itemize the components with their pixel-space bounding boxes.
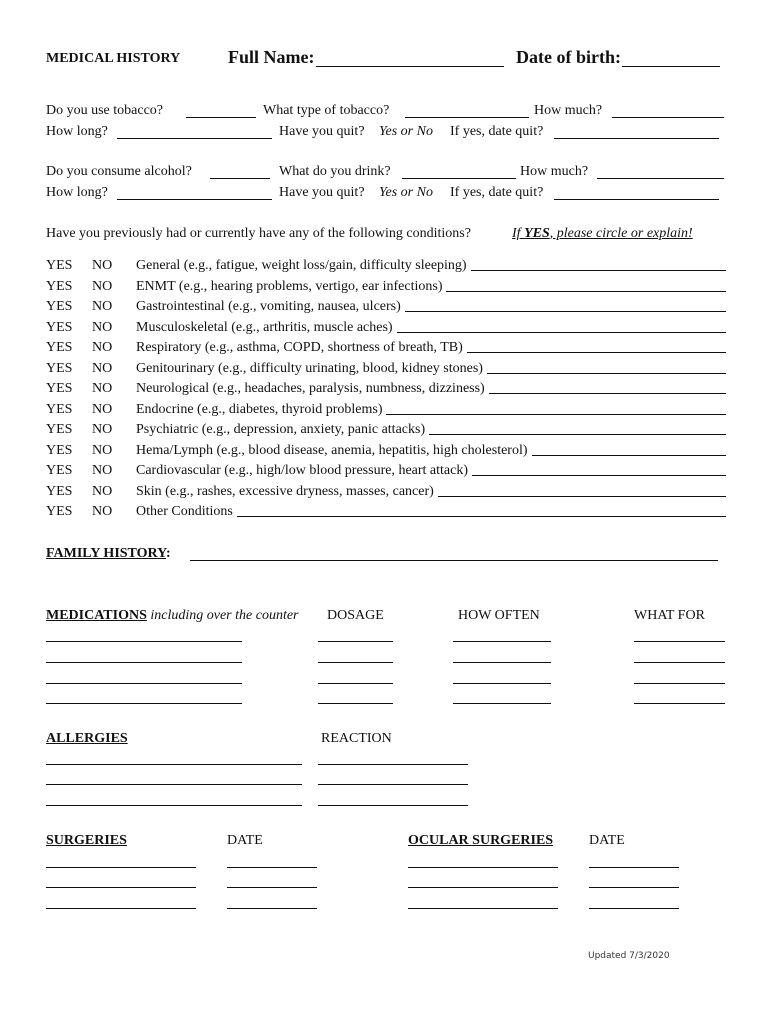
medication-how-often-field[interactable] [453, 703, 551, 704]
tobacco-use-label: Do you use tobacco? [46, 103, 164, 118]
surgeries-label: SURGERIES [46, 833, 127, 848]
medication-dosage-field[interactable] [318, 703, 393, 704]
conditions-question: Have you previously had or currently have any of the following conditions? [46, 226, 471, 241]
medication-how-often-field[interactable] [453, 683, 551, 684]
medication-name-field[interactable] [46, 641, 242, 642]
condition-yes-option[interactable]: YES [46, 483, 73, 499]
family-history-title: FAMILY HISTORY [46, 546, 166, 561]
form-title: MEDICAL HISTORY [46, 51, 181, 66]
alcohol-much-field[interactable] [597, 178, 724, 179]
medication-dosage-field[interactable] [318, 641, 393, 642]
condition-yes-option[interactable]: YES [46, 340, 73, 355]
instruction-post: , please circle or explain! [549, 226, 693, 241]
condition-row [46, 299, 726, 315]
condition-explain-field[interactable] [487, 373, 726, 374]
allergy-field[interactable] [46, 764, 302, 765]
condition-row [46, 381, 726, 397]
alcohol-quit-options[interactable]: Yes or No [379, 185, 433, 200]
surgeries-date-header: DATE [227, 833, 263, 848]
condition-no-option[interactable]: NO [92, 422, 113, 437]
tobacco-quit-options[interactable]: Yes or No [379, 124, 433, 139]
condition-no-option[interactable]: NO [92, 340, 113, 355]
updated-date: Updated 7/3/2020 [588, 951, 670, 961]
allergy-reaction-field[interactable] [318, 805, 468, 806]
condition-yes-option[interactable]: YES [46, 381, 73, 396]
condition-no-option[interactable]: NO [92, 299, 113, 314]
condition-explain-field[interactable] [438, 496, 726, 497]
tobacco-use-field[interactable] [186, 117, 256, 118]
family-history-colon: : [165, 546, 171, 561]
medications-sublabel: including over the counter [150, 608, 299, 623]
condition-row [46, 361, 726, 377]
allergy-reaction-field[interactable] [318, 784, 468, 785]
condition-row [46, 279, 726, 295]
condition-explain-field[interactable] [237, 516, 726, 517]
condition-label: Hema/Lymph (e.g., blood disease, anemia, hepatitis, high cholesterol) [136, 442, 528, 458]
condition-yes-option[interactable]: YES [46, 299, 73, 314]
family-history-field[interactable] [190, 560, 718, 561]
tobacco-type-label: What type of tobacco? [263, 103, 390, 118]
condition-yes-option[interactable]: YES [46, 258, 73, 273]
condition-yes-option[interactable]: YES [46, 463, 73, 478]
condition-row [46, 340, 726, 356]
condition-yes-option[interactable]: YES [46, 319, 73, 335]
dob-field[interactable] [622, 66, 720, 67]
condition-yes-option[interactable]: YES [46, 422, 73, 437]
condition-explain-field[interactable] [489, 393, 726, 394]
condition-yes-option[interactable]: YES [46, 504, 73, 519]
condition-yes-option[interactable]: YES [46, 360, 73, 376]
surgery-field[interactable] [46, 908, 196, 909]
condition-label: Endocrine (e.g., diabetes, thyroid problems) [136, 401, 383, 417]
reaction-header: REACTION [321, 731, 392, 746]
alcohol-quit-date-field[interactable] [554, 199, 719, 200]
condition-explain-field[interactable] [467, 352, 726, 353]
medication-what-for-field[interactable] [634, 641, 725, 642]
condition-no-option[interactable]: NO [92, 442, 113, 458]
tobacco-much-label: How much? [534, 103, 603, 118]
condition-label: Skin (e.g., rashes, excessive dryness, masses, cancer) [136, 483, 434, 499]
alcohol-type-field[interactable] [402, 178, 516, 179]
medication-what-for-field[interactable] [634, 662, 725, 663]
ocular-surgery-field[interactable] [408, 867, 558, 868]
how-often-header: HOW OFTEN [458, 608, 540, 623]
ocular-surgeries-label: OCULAR SURGERIES [408, 833, 554, 848]
condition-explain-field[interactable] [405, 311, 726, 312]
alcohol-long-label: How long? [46, 185, 108, 200]
condition-explain-field[interactable] [386, 414, 726, 415]
tobacco-much-field[interactable] [612, 117, 724, 118]
tobacco-type-field[interactable] [405, 117, 529, 118]
alcohol-type-label: What do you drink? [279, 164, 391, 179]
condition-row [46, 402, 726, 418]
ocular-surgery-field[interactable] [408, 887, 558, 888]
alcohol-quit-label: Have you quit? [279, 185, 365, 200]
allergy-reaction-field[interactable] [318, 764, 468, 765]
condition-row [46, 258, 726, 274]
medication-what-for-field[interactable] [634, 703, 725, 704]
condition-row [46, 320, 726, 336]
condition-yes-option[interactable]: YES [46, 442, 73, 458]
medications-header [46, 609, 299, 623]
condition-explain-field[interactable] [472, 475, 726, 476]
condition-no-option[interactable]: NO [92, 483, 113, 499]
alcohol-quit-date-label: If yes, date quit? [450, 185, 544, 200]
condition-label: ENMT (e.g., hearing problems, vertigo, ear infections) [136, 278, 443, 294]
condition-no-option[interactable]: NO [92, 401, 113, 417]
condition-yes-option[interactable]: YES [46, 401, 73, 417]
medication-how-often-field[interactable] [453, 641, 551, 642]
medication-how-often-field[interactable] [453, 662, 551, 663]
condition-yes-option[interactable]: YES [46, 278, 73, 294]
tobacco-long-field[interactable] [117, 138, 272, 139]
ocular-surgery-date-field[interactable] [589, 908, 679, 909]
condition-no-option[interactable]: NO [92, 360, 113, 376]
dosage-header: DOSAGE [327, 608, 384, 623]
condition-no-option[interactable]: NO [92, 319, 113, 335]
condition-no-option[interactable]: NO [92, 258, 113, 273]
ocular-surgery-date-field[interactable] [589, 887, 679, 888]
allergies-label: ALLERGIES [46, 731, 128, 746]
tobacco-quit-label: Have you quit? [279, 124, 365, 139]
alcohol-long-field[interactable] [117, 199, 272, 200]
condition-no-option[interactable]: NO [92, 463, 113, 478]
medication-name-field[interactable] [46, 662, 242, 663]
allergy-field[interactable] [46, 784, 302, 785]
alcohol-use-field[interactable] [210, 178, 270, 179]
condition-label: General (e.g., fatigue, weight loss/gain, difficulty sleeping) [136, 258, 467, 273]
full-name-label-text: Full Name: [228, 47, 315, 67]
condition-label: Cardiovascular (e.g., high/low blood pressure, heart attack) [136, 463, 469, 478]
surgery-date-field[interactable] [227, 867, 317, 868]
full-name-label [228, 48, 314, 66]
condition-explain-field[interactable] [397, 332, 726, 333]
condition-label: Genitourinary (e.g., difficulty urinating, blood, kidney stones) [136, 360, 483, 376]
medication-name-field[interactable] [46, 683, 242, 684]
condition-label: Other Conditions [136, 504, 233, 519]
dob-label: Date of birth: [516, 47, 621, 67]
family-history-label [46, 547, 171, 561]
tobacco-long-label: How long? [46, 124, 108, 139]
surgery-field[interactable] [46, 867, 196, 868]
surgery-date-field[interactable] [227, 887, 317, 888]
medications-title: MEDICATIONS [46, 608, 147, 623]
full-name-field[interactable] [316, 66, 504, 67]
alcohol-use-label: Do you consume alcohol? [46, 164, 192, 179]
medication-dosage-field[interactable] [318, 683, 393, 684]
condition-label: Musculoskeletal (e.g., arthritis, muscle aches) [136, 319, 393, 335]
condition-explain-field[interactable] [429, 434, 726, 435]
condition-no-option[interactable]: NO [92, 278, 113, 294]
ocular-date-header: DATE [589, 833, 625, 848]
condition-no-option[interactable]: NO [92, 381, 113, 396]
alcohol-much-label: How much? [520, 164, 589, 179]
condition-row [46, 463, 726, 479]
ocular-surgery-field[interactable] [408, 908, 558, 909]
condition-row [46, 484, 726, 500]
what-for-header: WHAT FOR [634, 608, 705, 623]
medication-name-field[interactable] [46, 703, 242, 704]
ocular-surgery-date-field[interactable] [589, 867, 679, 868]
tobacco-quit-date-field[interactable] [554, 138, 719, 139]
condition-explain-field[interactable] [446, 291, 726, 292]
condition-explain-field[interactable] [471, 270, 726, 271]
condition-row [46, 422, 726, 438]
condition-label: Gastrointestinal (e.g., vomiting, nausea, ulcers) [136, 299, 401, 314]
tobacco-quit-date-label: If yes, date quit? [450, 124, 544, 139]
conditions-instruction [512, 227, 693, 241]
instruction-bold: YES [524, 226, 550, 241]
condition-label: Psychiatric (e.g., depression, anxiety, panic attacks) [136, 422, 426, 437]
medication-dosage-field[interactable] [318, 662, 393, 663]
condition-label: Respiratory (e.g., asthma, COPD, shortness of breath, TB) [136, 340, 463, 355]
allergy-field[interactable] [46, 805, 302, 806]
medication-what-for-field[interactable] [634, 683, 725, 684]
condition-no-option[interactable]: NO [92, 504, 113, 519]
surgery-date-field[interactable] [227, 908, 317, 909]
condition-label: Neurological (e.g., headaches, paralysis, numbness, dizziness) [136, 381, 485, 396]
surgery-field[interactable] [46, 887, 196, 888]
condition-row [46, 443, 726, 459]
instruction-pre: If [512, 226, 525, 241]
condition-row [46, 504, 726, 520]
condition-explain-field[interactable] [532, 455, 726, 456]
